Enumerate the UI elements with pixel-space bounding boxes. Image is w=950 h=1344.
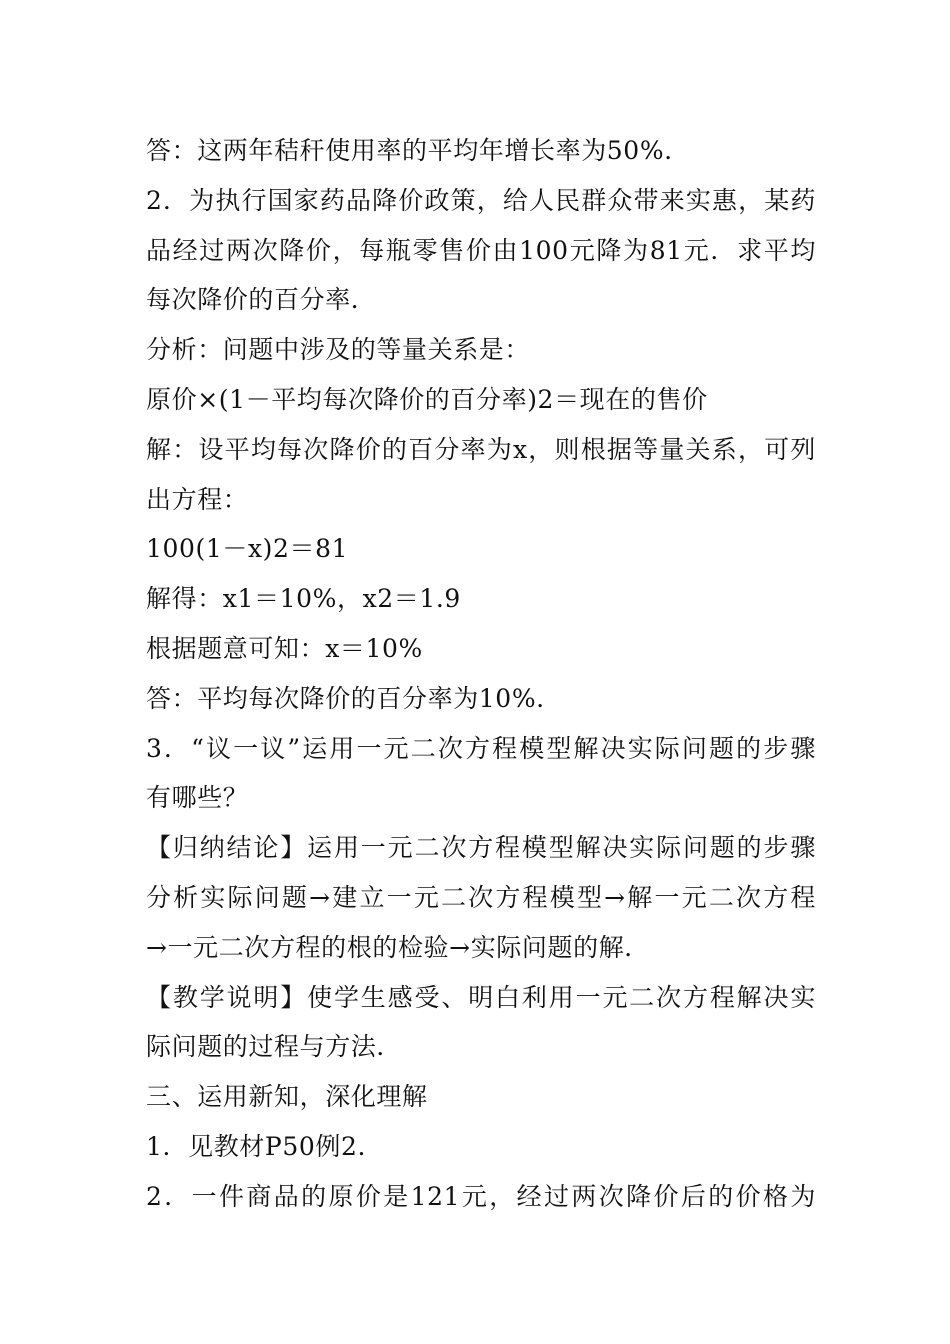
summary-line-1: 【归纳结论】运用一元二次方程模型解决实际问题的步骤 [146,833,816,863]
summary-line-2: 分析实际问题→建立一元二次方程模型→解一元二次方程 [146,882,816,912]
teaching-note-line-1: 【教学说明】使学生感受、明白利用一元二次方程解决实 [146,982,816,1012]
exercise-2-line: 2．一件商品的原价是121元，经过两次降价后的价格为 [146,1181,816,1211]
problem-2-line-3: 每次降价的百分率． [146,285,377,315]
relation-line: 原价×(1－平均每次降价的百分率)2＝现在的售价 [146,384,708,414]
analysis-line: 分析：问题中涉及的等量关系是： [146,335,531,365]
answer-line-growth-rate: 答：这两年秸秆使用率的平均年增长率为50%. [146,136,673,165]
solution-line-2: 出方程： [146,484,249,514]
equation-line: 100(1－x)2＝81 [146,534,349,564]
exercise-1-line: 1．见教材P50例2. [146,1131,366,1161]
summary-line-3: →一元二次方程的根的检验→实际问题的解． [146,932,650,962]
document-body [146,126,816,1222]
teaching-note-line-2: 际问题的过程与方法． [146,1032,403,1062]
conclusion-line: 根据题意可知：x＝10% [146,633,423,663]
section-heading: 三、运用新知，深化理解 [146,1082,428,1112]
problem-2-line-1: 2．为执行国家药品降价政策，给人民群众带来实惠，某药 [146,185,816,215]
roots-line: 解得：x1＝10%，x2＝1.9 [146,584,461,614]
answer-line-discount-rate: 答：平均每次降价的百分率为10%. [146,683,545,713]
discussion-line-2: 有哪些？ [146,783,249,813]
solution-line-1: 解：设平均每次降价的百分率为x，则根据等量关系，可列 [146,434,816,464]
problem-2-line-2: 品经过两次降价，每瓶零售价由100元降为81元．求平均 [146,235,816,265]
discussion-line-1: 3．“议一议”运用一元二次方程模型解决实际问题的步骤 [146,733,816,763]
